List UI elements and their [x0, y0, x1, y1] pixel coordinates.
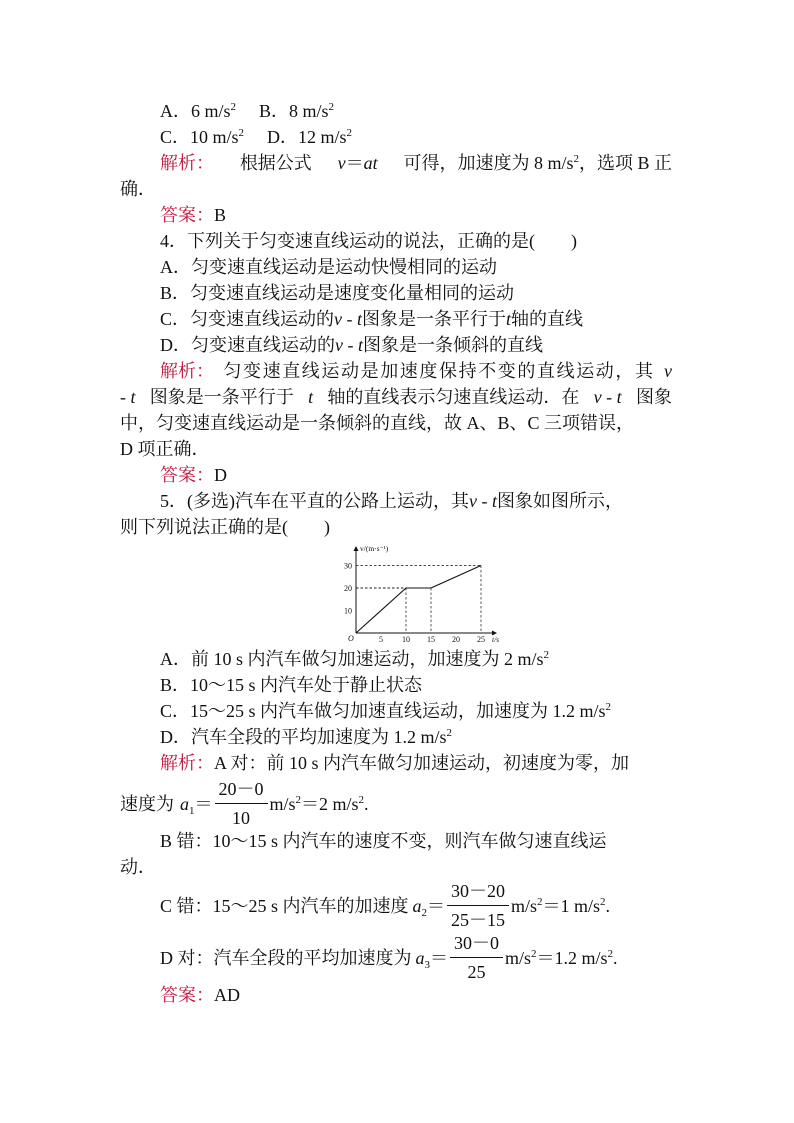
q5-analysis-b-line1: B 错：10～15 s 内汽车的速度不变，则汽车做匀速直线运 [160, 831, 607, 851]
q5-option-c: C．15～25 s 内汽车做匀加速直线运动，加速度为 1.2 $m/s^2$ [160, 701, 612, 721]
x-tick-label: 10 [402, 635, 410, 644]
q5-answer: 答案：AD [160, 985, 240, 1005]
q5-stem-line2: 则下列说法正确的是( ) [120, 517, 330, 537]
q5-option-d: D．汽车全段的平均加速度为 1.2 $m/s^2$ [160, 727, 453, 747]
q5-option-a: A．前 10 s 内汽车做匀加速运动，加速度为 2 $m/s^2$ [160, 649, 550, 669]
fraction-a2: $\frac{30-20}{25-15}$ [447, 880, 509, 931]
x-axis-label: t/s [492, 635, 500, 644]
q3-option-b: B．8 $m/s^2$ [259, 101, 335, 121]
data-segment [431, 566, 481, 589]
q4-option-b: B．匀变速直线运动是速度变化量相同的运动 [160, 283, 515, 303]
origin-label: O [348, 634, 354, 643]
q5-analysis-c: C 错：15～25 s 内汽车的加速度 $a_2=$ $\frac{30-20}{25-15}$ $m/s^2=1$ $m/s^2$. [160, 880, 611, 930]
q3-options-cd [160, 126, 352, 148]
vt-graph [330, 532, 500, 644]
q5-option-b: B．10～15 s 内汽车处于静止状态 [160, 675, 423, 695]
q4-option-c: C．匀变速直线运动的v - t图象是一条平行于t轴的直线 [160, 309, 584, 329]
y-tick-label: 20 [344, 584, 352, 593]
q3-option-a: A．6 $m/s^2$ [160, 101, 237, 121]
q4-answer: 答案：D [160, 465, 227, 485]
q5-analysis-b-line2: 动． [120, 857, 156, 877]
q5-analysis-a-line1: 解析：A 对：前 10 s 内汽车做匀加速运动，初速度为零，加 [160, 753, 630, 773]
x-tick-label: 25 [477, 635, 485, 644]
q3-answer: 答案：B [160, 205, 227, 225]
q4-analysis-line4: D 项正确． [120, 439, 210, 459]
q3-analysis-line1: 解析： 根据公式 v＝at 可得，加速度为 8 $m/s^2$，选项 B 正 [160, 153, 672, 173]
q5-answer-label: 答案： [160, 985, 214, 1005]
q3-options-ab [160, 100, 334, 122]
q3-analysis-line2: 确． [120, 179, 156, 199]
q4-analysis-label: 解析： [160, 361, 214, 381]
q4-option-a: A．匀变速直线运动是运动快慢相同的运动 [160, 257, 497, 277]
data-segment [356, 588, 406, 633]
q4-analysis-line1: 解析： 匀变速直线运动是加速度保持不变的直线运动，其 v [160, 361, 672, 381]
q4-answer-label: 答案： [160, 465, 214, 485]
q3-option-d: D．12 $m/s^2$ [267, 127, 353, 147]
q4-option-d: D．匀变速直线运动的v - t图象是一条倾斜的直线 [160, 335, 544, 355]
y-tick-label: 10 [344, 606, 352, 616]
q4-stem: 4．下列关于匀变速直线运动的说法，正确的是( ) [160, 231, 577, 251]
q3-option-c: C．10 $m/s^2$ [160, 127, 245, 147]
q5-analysis-a-line2: 速度为 $a_1=$ $\frac{20-0}{10}$ $m/s^2=2$ $m/s^2$. [120, 778, 369, 828]
q5-stem-line1: 5．(多选)汽车在平直的公路上运动，其v - t图象如图所示， [160, 491, 624, 511]
x-tick-label: 15 [427, 635, 435, 644]
q4-analysis-line2: - t 图象是一条平行于 t 轴的直线表示匀速直线运动．在 v - t 图象 [120, 387, 672, 407]
x-tick-label: 20 [452, 635, 460, 644]
y-axis-label: v/(m·s⁻¹) [360, 544, 389, 553]
q3-analysis-label: 解析： [160, 153, 214, 173]
q3-answer-label: 答案： [160, 205, 214, 225]
fraction-a1: $\frac{20-0}{10}$ [215, 778, 268, 829]
fraction-a3: $\frac{30-0}{25}$ [450, 932, 503, 983]
q4-analysis-line3: 中，匀变速直线运动是一条倾斜的直线，故 A、B、C 三项错误， [120, 413, 635, 433]
q5-analysis-d: D 对：汽车全段的平均加速度为 $a_3=$ $\frac{30-0}{25}$ $m/s^2=1.2$ $m/s^2$. [160, 932, 618, 982]
x-tick-label: 5 [379, 635, 383, 644]
y-tick-label: 30 [344, 561, 352, 571]
y-axis-arrow [354, 546, 359, 551]
q5-analysis-label: 解析： [160, 753, 214, 773]
